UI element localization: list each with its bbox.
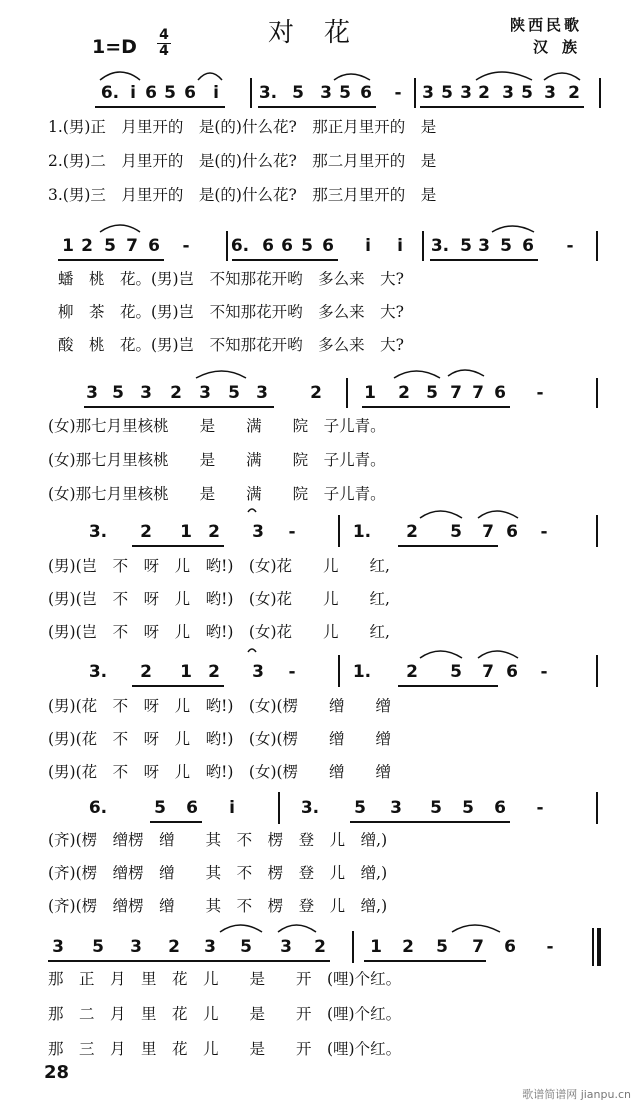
note: 2 (568, 83, 580, 103)
bar-line (422, 231, 424, 261)
slur (220, 925, 262, 932)
note: 6 (494, 798, 506, 818)
lyric-verse-2: 柳 茶 花。(男)岂 不知那花开哟 多么来 大? (58, 303, 404, 321)
note: - (566, 236, 574, 256)
note: 5 (460, 236, 472, 256)
slur (100, 72, 140, 80)
note: 2 (208, 662, 220, 682)
lyric-verse-1: (男)(岂 不 呀 儿 哟!) (女)花 儿 红, (48, 557, 390, 575)
final-bar-line-thin (592, 928, 594, 966)
note: 2 (310, 383, 322, 403)
note: 3 (422, 83, 434, 103)
beam-line (84, 406, 274, 408)
lyric-verse-1: 1.(男)正 月里开的 是(的)什么花? 那正月里开的 是 (48, 118, 437, 136)
beam-line (258, 106, 376, 108)
note: 6 (184, 83, 196, 103)
note: 5 (112, 383, 124, 403)
beam-line (132, 685, 224, 687)
note: 6 (262, 236, 274, 256)
lyric-verse-3: (齐)(楞 缯楞 缯 其 不 楞 登 儿 缯,) (48, 897, 388, 915)
song-nation: 汉族 (533, 38, 592, 56)
note: 5 (92, 937, 104, 957)
note: 3 (256, 383, 268, 403)
note: 3 (544, 83, 556, 103)
note: 2 (140, 662, 152, 682)
bar-line (352, 931, 354, 963)
note: 6 (322, 236, 334, 256)
lyric-verse-2: (女)那七月里核桃 是 满 院 子儿青。 (48, 451, 386, 469)
lyric-verse-2: 2.(男)二 月里开的 是(的)什么花? 那二月里开的 是 (48, 152, 437, 170)
lyric-verse-1: (女)那七月里核桃 是 满 院 子儿青。 (48, 417, 386, 435)
note: 3 (390, 798, 402, 818)
note: 3 (52, 937, 64, 957)
note: - (394, 83, 402, 103)
lyric-verse-2: (齐)(楞 缯楞 缯 其 不 楞 登 儿 缯,) (48, 864, 388, 882)
slur (544, 73, 580, 80)
note: 5 (154, 798, 166, 818)
lyric-verse-3: (男)(岂 不 呀 儿 哟!) (女)花 儿 红, (48, 623, 390, 641)
lyric-verse-3: 那 三 月 里 花 儿 是 开 (哩)个红。 (48, 1040, 402, 1058)
note: i (213, 83, 219, 103)
note: 6 (494, 383, 506, 403)
beam-line (48, 960, 330, 962)
note: 5 (450, 522, 462, 542)
bar-line (596, 515, 598, 547)
note: 6 (504, 937, 516, 957)
lyric-verse-2: (男)(花 不 呀 儿 哟!) (女)(楞 缯 缯 (48, 730, 392, 748)
beam-line (132, 545, 224, 547)
beam-line (58, 259, 164, 261)
beam-line (232, 259, 338, 261)
note: 6. (88, 798, 108, 818)
note: 2 (140, 522, 152, 542)
note: 5 (228, 383, 240, 403)
note: 3 (86, 383, 98, 403)
note: 2 (406, 522, 418, 542)
note: i (229, 798, 235, 818)
beam-line (362, 406, 510, 408)
lyric-verse-2: (男)(岂 不 呀 儿 哟!) (女)花 儿 红, (48, 590, 390, 608)
note: 5 (521, 83, 533, 103)
lyric-verse-3: (男)(花 不 呀 儿 哟!) (女)(楞 缯 缯 (48, 763, 392, 781)
note: - (536, 383, 544, 403)
note: 6 (186, 798, 198, 818)
note: 1. (352, 662, 372, 682)
bar-line (226, 231, 228, 261)
note: 3 (478, 236, 490, 256)
note: i (365, 236, 371, 256)
note: 6 (506, 522, 518, 542)
note: 6 (506, 662, 518, 682)
bar-line (338, 655, 340, 687)
note: 6 (145, 83, 157, 103)
note: 2 (402, 937, 414, 957)
slur (448, 370, 484, 376)
beam-line (398, 685, 498, 687)
note: - (540, 662, 548, 682)
note: 3 (502, 83, 514, 103)
note: 3 (252, 662, 264, 682)
note: i (130, 83, 136, 103)
beam-line (398, 545, 498, 547)
beam-line (150, 821, 202, 823)
note: 3 (204, 937, 216, 957)
note: 5 (301, 236, 313, 256)
site-watermark: 歌谱简谱网 jianpu.cn (522, 1088, 631, 1101)
bar-line (414, 78, 416, 108)
note: - (536, 798, 544, 818)
note: 3. (88, 662, 108, 682)
grace-note-mark (248, 649, 256, 652)
bar-line (278, 792, 280, 824)
beam-line (350, 821, 510, 823)
note: 6. (230, 236, 250, 256)
lyric-verse-1: 蟠 桃 花。(男)岂 不知那花开哟 多么来 大? (58, 270, 404, 288)
note: 5 (450, 662, 462, 682)
note: 5 (354, 798, 366, 818)
note: 1 (62, 236, 74, 256)
bar-line (338, 515, 340, 547)
note: 5 (164, 83, 176, 103)
note: 3 (199, 383, 211, 403)
bar-line (596, 792, 598, 824)
note: 7 (472, 937, 484, 957)
bar-line (596, 378, 598, 408)
note: 6 (148, 236, 160, 256)
note: 1 (370, 937, 382, 957)
note: 6 (522, 236, 534, 256)
slur (492, 226, 534, 232)
grace-note-mark (248, 509, 256, 512)
note: 6 (360, 83, 372, 103)
lyric-verse-3: 酸 桃 花。(男)岂 不知那花开哟 多么来 大? (58, 336, 404, 354)
note: 2 (398, 383, 410, 403)
slur (198, 73, 222, 80)
note: - (540, 522, 548, 542)
bar-line (346, 378, 348, 408)
beam-line (95, 106, 225, 108)
note: - (182, 236, 190, 256)
bar-line (599, 78, 601, 108)
note: 2 (406, 662, 418, 682)
bar-line (250, 78, 252, 108)
slur (452, 925, 500, 932)
slur (478, 511, 518, 518)
song-origin: 陕西民歌 (510, 16, 583, 34)
slur (420, 511, 462, 518)
lyric-verse-1: (齐)(楞 缯楞 缯 其 不 楞 登 儿 缯,) (48, 831, 388, 849)
note: 1 (180, 522, 192, 542)
note: - (546, 937, 554, 957)
slur (100, 225, 140, 232)
note: 3 (320, 83, 332, 103)
note: 5 (441, 83, 453, 103)
note: 2 (81, 236, 93, 256)
note: 5 (462, 798, 474, 818)
note: 5 (292, 83, 304, 103)
note: 3 (280, 937, 292, 957)
note: 5 (436, 937, 448, 957)
lyric-verse-3: 3.(男)三 月里开的 是(的)什么花? 那三月里开的 是 (48, 186, 437, 204)
slur (476, 72, 532, 80)
note: 2 (314, 937, 326, 957)
slur (334, 74, 370, 80)
time-signature-bottom: 4 (159, 43, 169, 59)
note: - (288, 662, 296, 682)
note: 7 (482, 662, 494, 682)
note: 5 (240, 937, 252, 957)
beam-line (430, 259, 538, 261)
note: 7 (450, 383, 462, 403)
lyric-verse-1: 那 正 月 里 花 儿 是 开 (哩)个红。 (48, 970, 402, 988)
note: 1. (352, 522, 372, 542)
lyric-verse-1: (男)(花 不 呀 儿 哟!) (女)(楞 缯 缯 (48, 697, 392, 715)
slur (394, 371, 440, 378)
beam-line (364, 960, 486, 962)
slur (420, 651, 462, 658)
slur (278, 925, 316, 932)
time-signature-top: 4 (159, 27, 169, 43)
lyric-verse-3: (女)那七月里核桃 是 满 院 子儿青。 (48, 485, 386, 503)
final-bar-line-thick (597, 928, 601, 966)
time-signature (154, 28, 174, 59)
note: 1 (364, 383, 376, 403)
note: 2 (208, 522, 220, 542)
note: 3. (300, 798, 320, 818)
note: 3 (130, 937, 142, 957)
note: 3 (460, 83, 472, 103)
note: 5 (104, 236, 116, 256)
key-signature: 1=D (92, 36, 137, 58)
note: 6 (281, 236, 293, 256)
note: 2 (168, 937, 180, 957)
note: 3. (88, 522, 108, 542)
note: 5 (500, 236, 512, 256)
note: 2 (170, 383, 182, 403)
lyric-verse-2: 那 二 月 里 花 儿 是 开 (哩)个红。 (48, 1005, 402, 1023)
note: i (397, 236, 403, 256)
note: 7 (126, 236, 138, 256)
note: 3 (140, 383, 152, 403)
slur (196, 371, 246, 378)
bar-line (596, 231, 598, 261)
note: 3. (258, 83, 278, 103)
note: 3. (430, 236, 450, 256)
note: 5 (430, 798, 442, 818)
note: 2 (478, 83, 490, 103)
note: 7 (472, 383, 484, 403)
song-title: 对花 (268, 18, 381, 48)
slur (478, 651, 518, 658)
bar-line (596, 655, 598, 687)
note: 6. (100, 83, 120, 103)
note: 1 (180, 662, 192, 682)
note: - (288, 522, 296, 542)
beam-line (420, 106, 584, 108)
note: 5 (426, 383, 438, 403)
note: 3 (252, 522, 264, 542)
note: 5 (339, 83, 351, 103)
note: 7 (482, 522, 494, 542)
page-number: 28 (44, 1062, 70, 1083)
